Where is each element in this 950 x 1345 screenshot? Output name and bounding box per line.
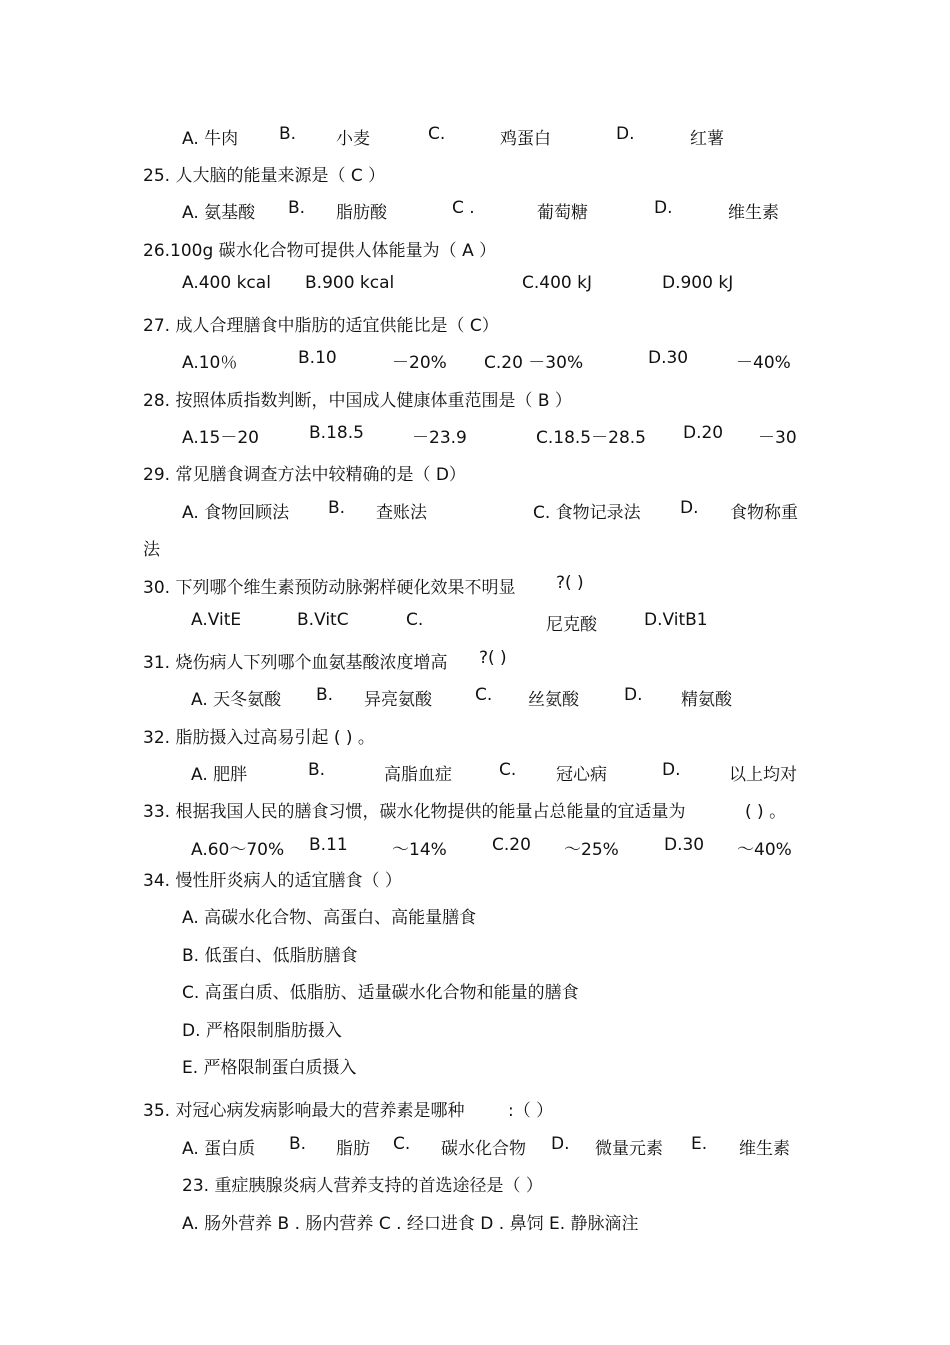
text-segment: B. bbox=[279, 124, 297, 144]
text-segment: 29. 常见膳食调查方法中较精确的是（ D） bbox=[143, 465, 466, 485]
text-segment: 红薯 bbox=[690, 129, 724, 149]
text-segment: 精氨酸 bbox=[681, 690, 732, 710]
text-segment: A.VitE bbox=[191, 610, 242, 630]
text-segment: －40% bbox=[736, 353, 791, 373]
text-segment: A.400 kcal bbox=[182, 273, 271, 293]
text-segment: ～14% bbox=[392, 840, 447, 860]
text-segment: D. 严格限制脂肪摄入 bbox=[182, 1021, 342, 1041]
text-segment: C.20 bbox=[492, 835, 531, 855]
text-segment: －30 bbox=[758, 428, 797, 448]
text-segment: D.VitB1 bbox=[644, 610, 708, 630]
text-segment: D. bbox=[662, 760, 681, 780]
text-segment: 葡萄糖 bbox=[537, 203, 588, 223]
text-segment: A.60～70% bbox=[191, 840, 285, 860]
text-segment: A. 高碳水化合物、高蛋白、高能量膳食 bbox=[182, 908, 477, 928]
text-segment: B.11 bbox=[309, 835, 348, 855]
text-segment: C . bbox=[452, 198, 475, 218]
text-segment: 食物称重 bbox=[730, 503, 798, 523]
text-segment: C.400 kJ bbox=[522, 273, 592, 293]
text-segment: A. 蛋白质 bbox=[182, 1139, 256, 1159]
text-segment: 微量元素 bbox=[595, 1139, 663, 1159]
text-segment: 34. 慢性肝炎病人的适宜膳食（ ） bbox=[143, 871, 402, 891]
text-segment: C. 高蛋白质、低脂肪、适量碳水化合物和能量的膳食 bbox=[182, 983, 579, 1003]
text-segment: C. bbox=[475, 685, 493, 705]
text-segment: D.20 bbox=[683, 423, 724, 443]
text-segment: A. 天冬氨酸 bbox=[191, 690, 282, 710]
text-segment: 以上均对 bbox=[729, 765, 797, 785]
text-segment: C.18.5－28.5 bbox=[536, 428, 646, 448]
text-segment: 28. 按照体质指数判断，中国成人健康体重范围是（ B ） bbox=[143, 391, 572, 411]
text-segment: 丝氨酸 bbox=[528, 690, 579, 710]
text-segment: D. bbox=[680, 498, 699, 518]
text-segment: ?( ) bbox=[556, 573, 584, 593]
text-segment: A. 肠外营养 B . 肠内营养 C . 经口进食 D . 鼻饲 E. 静脉滴注 bbox=[182, 1214, 639, 1234]
text-segment: A.10％ bbox=[182, 353, 238, 373]
text-segment: ?( ) bbox=[479, 648, 507, 668]
text-segment: 异亮氨酸 bbox=[364, 690, 432, 710]
text-segment: C. bbox=[406, 610, 424, 630]
text-segment: D.30 bbox=[664, 835, 705, 855]
text-segment: 碳水化合物 bbox=[441, 1139, 526, 1159]
text-segment: A. 食物回顾法 bbox=[182, 503, 290, 523]
text-segment: B.18.5 bbox=[309, 423, 364, 443]
text-segment: :（ ） bbox=[508, 1101, 554, 1121]
text-segment: 30. 下列哪个维生素预防动脉粥样硬化效果不明显 bbox=[143, 578, 516, 598]
text-segment: ～40% bbox=[737, 840, 792, 860]
text-segment: A.15－20 bbox=[182, 428, 259, 448]
text-segment: C. 食物记录法 bbox=[533, 503, 641, 523]
text-segment: 维生素 bbox=[739, 1139, 790, 1159]
text-segment: 26.100g 碳水化合物可提供人体能量为（ A ） bbox=[143, 241, 497, 261]
text-segment: 23. 重症胰腺炎病人营养支持的首选途径是（ ） bbox=[182, 1176, 543, 1196]
text-segment: 法 bbox=[143, 540, 160, 560]
text-segment: B. bbox=[316, 685, 334, 705]
text-segment: 维生素 bbox=[728, 203, 779, 223]
text-segment: C. bbox=[393, 1134, 411, 1154]
text-segment: 脂肪 bbox=[336, 1139, 370, 1159]
text-segment: －20% bbox=[392, 353, 447, 373]
text-segment: D. bbox=[624, 685, 643, 705]
text-segment: E. bbox=[691, 1134, 708, 1154]
text-segment: 32. 脂肪摄入过高易引起 ( ) 。 bbox=[143, 728, 375, 748]
text-segment: A. 牛肉 bbox=[182, 129, 239, 149]
text-segment: C. bbox=[499, 760, 517, 780]
text-segment: －23.9 bbox=[412, 428, 467, 448]
text-segment: 尼克酸 bbox=[546, 615, 597, 635]
text-segment: 33. 根据我国人民的膳食习惯，碳水化物提供的能量占总能量的宜适量为 bbox=[143, 802, 686, 822]
text-segment: B. bbox=[328, 498, 346, 518]
text-segment: D.900 kJ bbox=[662, 273, 734, 293]
text-segment: C.20 －30% bbox=[484, 353, 584, 373]
text-segment: 高脂血症 bbox=[384, 765, 452, 785]
text-segment: 小麦 bbox=[336, 129, 370, 149]
text-segment: 查账法 bbox=[376, 503, 427, 523]
text-segment: B. bbox=[288, 198, 306, 218]
text-segment: 脂肪酸 bbox=[336, 203, 387, 223]
text-segment: ～25% bbox=[564, 840, 619, 860]
text-segment: ( ) 。 bbox=[745, 802, 787, 822]
text-segment: 27. 成人合理膳食中脂肪的适宜供能比是（ C） bbox=[143, 316, 499, 336]
text-segment: D.30 bbox=[648, 348, 689, 368]
text-segment: 31. 烧伤病人下列哪个血氨基酸浓度增高 bbox=[143, 653, 448, 673]
text-segment: 35. 对冠心病发病影响最大的营养素是哪种 bbox=[143, 1101, 465, 1121]
text-segment: C. bbox=[428, 124, 446, 144]
text-segment: 25. 人大脑的能量来源是（ C ） bbox=[143, 166, 386, 186]
text-segment: B.VitC bbox=[297, 610, 349, 630]
text-segment: 鸡蛋白 bbox=[500, 129, 551, 149]
text-segment: B. 低蛋白、低脂肪膳食 bbox=[182, 946, 358, 966]
text-segment: B.900 kcal bbox=[305, 273, 395, 293]
text-segment: A. 氨基酸 bbox=[182, 203, 256, 223]
text-segment: B. bbox=[308, 760, 326, 780]
text-segment: B.10 bbox=[298, 348, 337, 368]
text-segment: D. bbox=[551, 1134, 570, 1154]
text-segment: 冠心病 bbox=[556, 765, 607, 785]
text-segment: A. 肥胖 bbox=[191, 765, 248, 785]
text-segment: B. bbox=[289, 1134, 307, 1154]
text-segment: D. bbox=[654, 198, 673, 218]
text-segment: D. bbox=[616, 124, 635, 144]
text-segment: E. 严格限制蛋白质摄入 bbox=[182, 1058, 357, 1078]
